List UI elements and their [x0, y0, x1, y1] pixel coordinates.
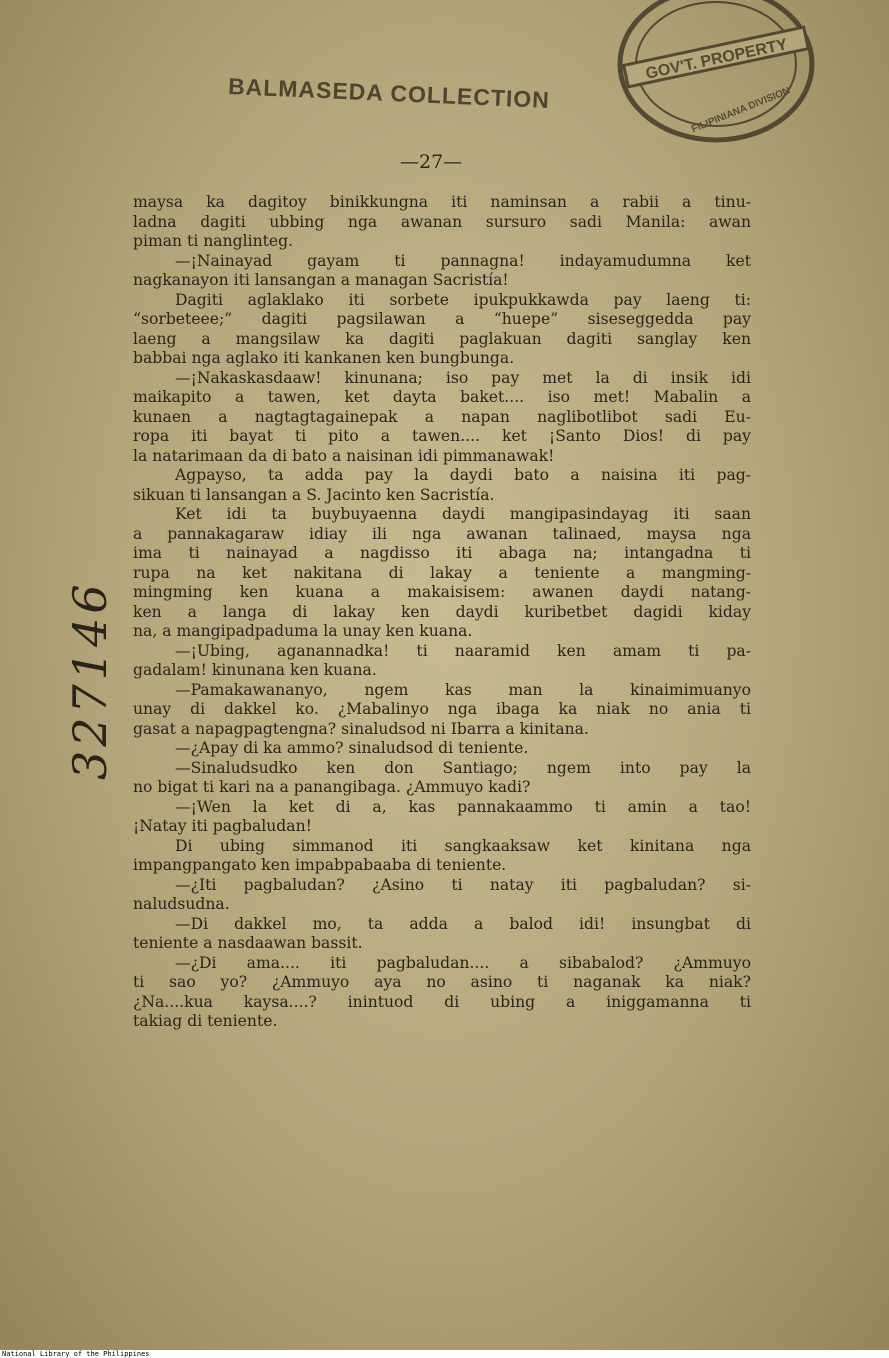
text-line: la natarimaan da di bato a naisinan idi pimmanawak!	[133, 446, 555, 465]
text-line: a pannakagaraw idiay ili nga awanan talinaed, maysa nga	[133, 524, 751, 543]
text-line: —¡Nakaskasdaaw! kinunana; iso pay met la di insik idi	[175, 368, 751, 387]
seal-top-text: GOV'T. PROPERTY	[644, 36, 789, 83]
text-line: rupa na ket nakitana di lakay a teniente a mangming-	[133, 563, 751, 582]
text-line: “sorbeteee;” dagiti pagsilawan a “huepe” siseseggedda pay	[133, 310, 751, 328]
text-line: ken a langa di lakay ken daydi kuribetbet dagidi kiday	[133, 602, 751, 621]
text-line: —¡Nainayad gayam ti pannagna! indayamudumna ket	[175, 251, 751, 270]
text-line: —¿Apay di ka ammo? sinaludsod di teniente.	[175, 739, 529, 757]
text-line: sikuan ti lansangan a S. Jacinto ken Sacristía.	[133, 485, 495, 504]
text-line: ¿Na....kua kaysa....? inintuod di ubing a iniggamanna ti	[133, 992, 751, 1011]
body-text	[133, 193, 751, 1032]
text-line: na, a mangipadpaduma la unay ken kuana.	[133, 622, 473, 640]
text-line: naludsudna.	[133, 895, 230, 913]
text-line: ropa iti bayat ti pito a tawen.... ket ¡Santo Dios! di pay	[133, 427, 751, 445]
text-line: takiag di teniente.	[133, 1012, 278, 1030]
text-line: gadalam! kinunana ken kuana.	[133, 661, 377, 679]
text-line: laeng a mangsilaw ka dagiti paglakuan dagiti sanglay ken	[133, 329, 751, 348]
text-line: kunaen a nagtagtagainepak a napan naglibotlibot sadi Eu-	[133, 407, 751, 426]
text-line: —Sinaludsudko ken don Santiago; ngem into pay la	[175, 758, 751, 777]
text-line: Dagiti aglaklako iti sorbete ipukpukkawda pay laeng ti:	[175, 290, 751, 309]
text-line: —Di dakkel mo, ta adda a balod idi! insungbat di	[175, 914, 751, 933]
seal-bottom-text: FILIPINIANA DIVISION	[690, 85, 792, 136]
text-line: maysa ka dagitoy binikkungna iti naminsan a rabii a tinu-	[133, 193, 751, 211]
text-line: teniente a nasdaawan bassit.	[133, 934, 363, 952]
text-line: ¡Natay iti pagbaludan!	[133, 817, 312, 835]
collection-stamp: BALMASEDA COLLECTION	[227, 72, 551, 114]
text-line: piman ti nanglinteg.	[133, 232, 294, 250]
text-line: Agpayso, ta adda pay la daydi bato a naisina iti pag-	[175, 466, 751, 484]
text-line: maikapito a tawen, ket dayta baket.... iso met! Mabalin a	[133, 388, 751, 406]
text-line: Di ubing simmanod iti sangkaaksaw ket kinitana nga	[175, 836, 751, 855]
text-line: gasat a napagpagtengna? sinaludsod ni Ibarra a kinitana.	[133, 719, 589, 738]
text-line: —¿Di ama.... iti pagbaludan.... a sibabalod? ¿Ammuyo	[175, 953, 751, 972]
text-line: no bigat ti kari na a panangibaga. ¿Ammuyo kadi?	[133, 778, 531, 796]
text-line: impangpangato ken impabpabaaba di teniente.	[133, 856, 507, 874]
library-credit: National Library of the Philippines	[0, 1350, 889, 1358]
text-line: Ket idi ta buybuyaenna daydi mangipasindayag iti saan	[175, 505, 751, 523]
text-line: —Pamakawananyo, ngem kas man la kinaimimuanyo	[175, 680, 751, 699]
text-line: babbai nga aglako iti kankanen ken bungbunga.	[133, 349, 515, 367]
text-line: unay di dakkel ko. ¿Mabalinyo nga ibaga ka niak no ania ti	[133, 700, 751, 718]
page-number: —27—	[400, 151, 463, 173]
text-line: —¿Iti pagbaludan? ¿Asino ti natay iti pagbaludan? si-	[175, 875, 751, 894]
text-line: ladna dagiti ubbing nga awanan sursuro sadi Manila: awan	[133, 212, 751, 231]
text-line: mingming ken kuana a makaisisem: awanen daydi natang-	[133, 583, 751, 601]
text-line: —¡Wen la ket di a, kas pannakaammo ti amin a tao!	[175, 797, 751, 816]
handwritten-call-number	[48, 580, 128, 800]
text-line: ti sao yo? ¿Ammuyo aya no asino ti naganak ka niak?	[133, 973, 751, 991]
property-seal-icon	[612, 0, 817, 153]
call-number-text: 327146	[63, 580, 117, 780]
text-line: —¡Ubing, aganannadka! ti naaramid ken amam ti pa-	[175, 641, 751, 660]
text-line: nagkanayon iti lansangan a managan Sacristía!	[133, 271, 509, 289]
text-line: ima ti nainayad a nagdisso iti abaga na; intangadna ti	[133, 544, 751, 562]
